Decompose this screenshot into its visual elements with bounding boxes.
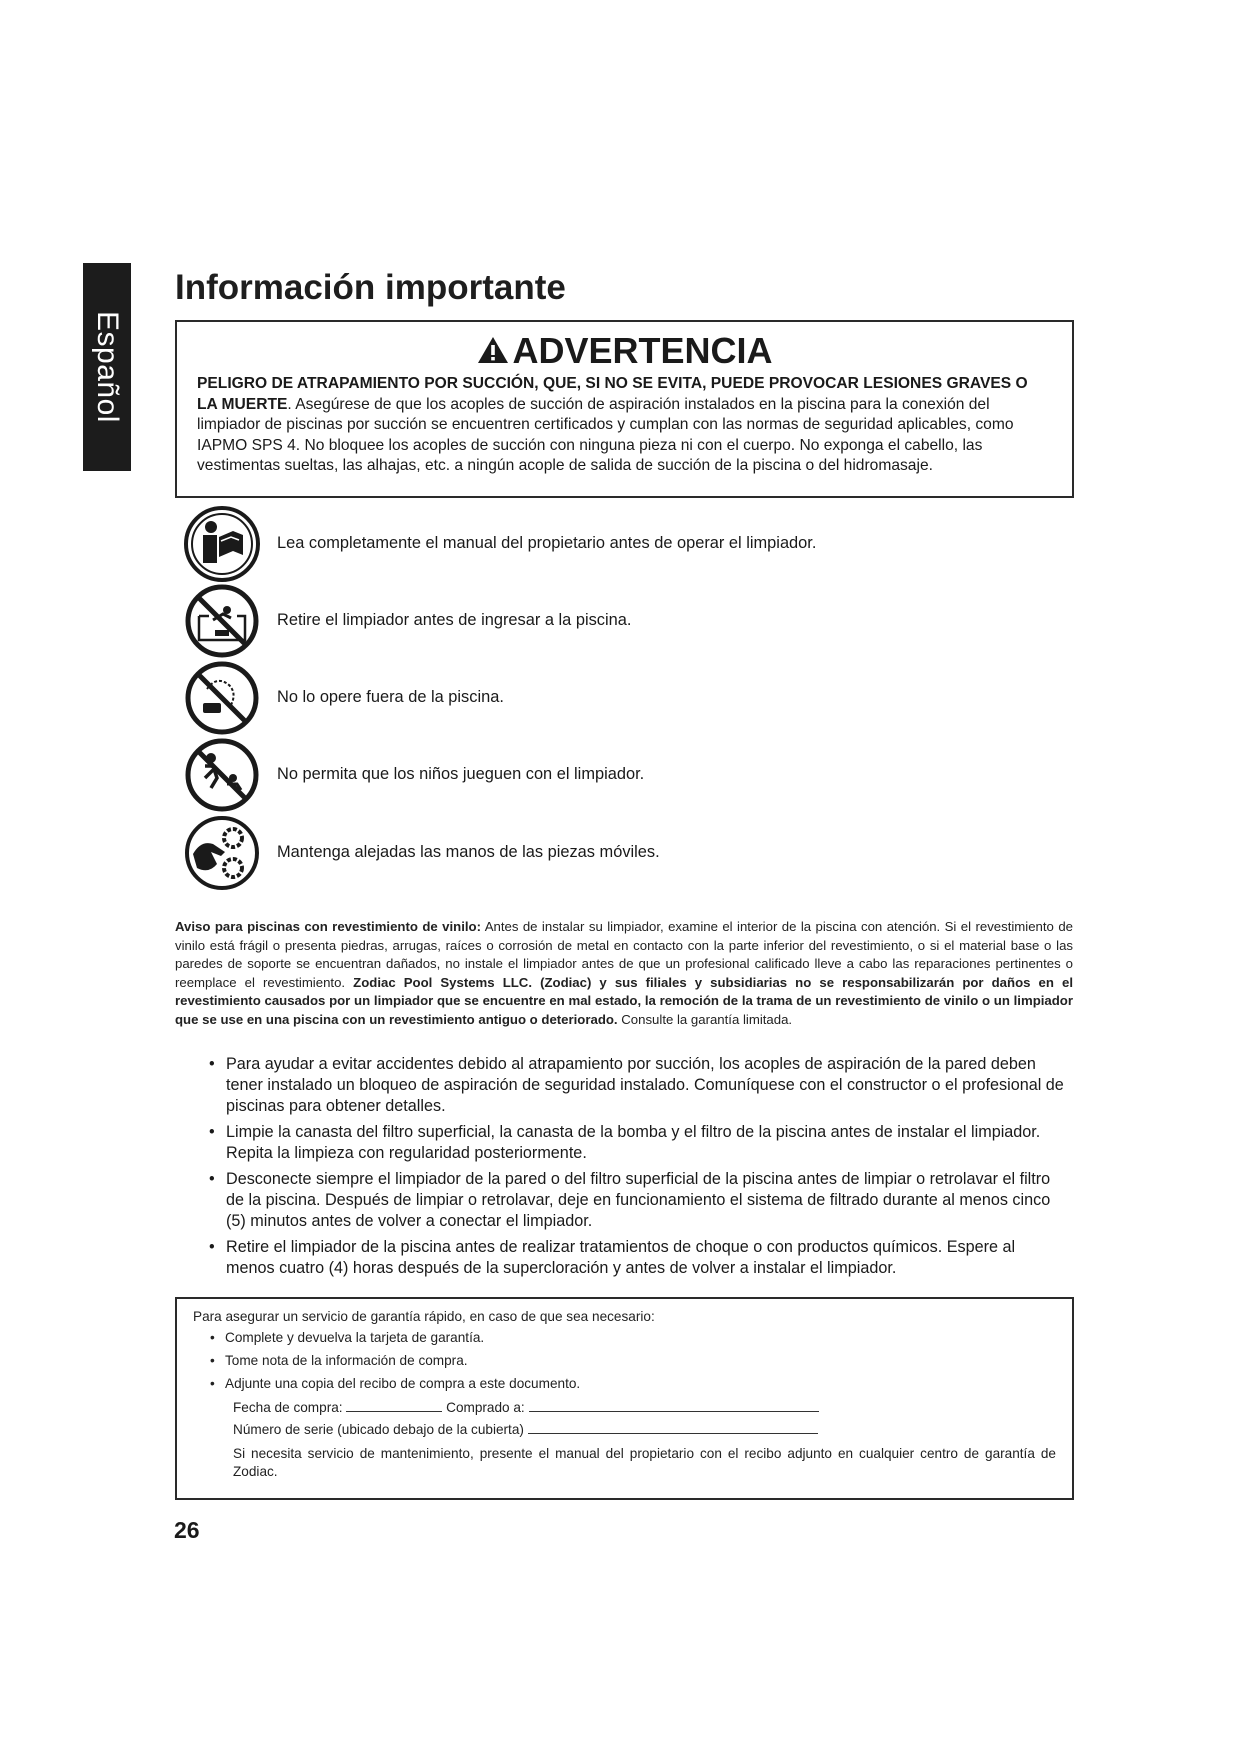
- purchased-at-label: Comprado a:: [446, 1400, 525, 1415]
- purchase-date-field[interactable]: [346, 1399, 442, 1412]
- safety-item-no-children: [183, 736, 1043, 814]
- warranty-list: [193, 1329, 1056, 1393]
- warning-body: . Asegúrese de que los acoples de succión de aspiración instalados en la piscina para la conexión del limpiador de piscinas por succión se encuentren certificados y cumplan con las normas de seguridad aplicables, como IAPMO SPS 4. No bloquee los acoples de succión con ninguna pieza ni con el cuerpo. No exponga el cabello, las vestimentas sueltas, las alhajas, etc. a ningún acople de salida de succión de la piscina o del hidromasaje.: [197, 395, 1014, 474]
- purchased-at-field[interactable]: [529, 1399, 819, 1412]
- vinyl-label: Aviso para piscinas con revestimiento de vinilo:: [175, 919, 481, 934]
- warning-triangle-icon: [476, 335, 510, 365]
- list-item: • Desconecte siempre el limpiador de la pared o del filtro superficial de la piscina antes de limpiar o retrolavar el filtro de la piscina. Después de limpiar o retrolavar, deje en funcionamiento el sistema de filtrado durante al menos cinco (5) minutos antes de volver a conectar el limpiador.: [188, 1169, 1068, 1232]
- no-operating-outside-pool-icon: [183, 659, 261, 737]
- vinyl-text-end: Consulte la garantía limitada.: [617, 1011, 793, 1027]
- vinyl-disclaimer: Zodiac Pool Systems LLC. (Zodiac) y sus filiales y subsidiarias no se responsabilizarán por daños en el revestimiento causados por un limpiador que se encuentre en mal estado, la remoción de la trama de un revestimiento de vinilo o un limpiador que se use en una piscina con un revestimiento antiguo o deteriorado.: [175, 974, 1073, 1027]
- list-item: • Adjunte una copia del recibo de compra a este documento.: [193, 1375, 1056, 1393]
- safety-item-no-swimming: [183, 582, 1043, 660]
- no-children-playing-icon: [183, 736, 261, 814]
- read-manual-icon: [183, 505, 261, 583]
- list-item: • Limpie la canasta del filtro superficial, la canasta de la bomba y el filtro de la piscina antes de instalar el limpiador. Repita la limpieza con regularidad posteriormente.: [188, 1122, 1068, 1164]
- language-tab-label: Español: [91, 311, 124, 423]
- vinyl-text: Antes de instalar su limpiador, examine el interior de la piscina con atención. Si el revestimiento de vinilo está frágil o presenta piedras, arrugas, raíces o corrosión de metal en contacto con la parte inferior del revestimiento, o si el material base o las paredes de soporte se encuentran dañados, no instale el limpiador antes de que un profesional calificado lleve a cabo las reparaciones pertinentes o reemplace el revestimiento.: [175, 919, 1073, 990]
- safety-bullets: [188, 1054, 1068, 1284]
- language-tab: [83, 263, 131, 471]
- purchase-date-label: Fecha de compra:: [233, 1400, 343, 1415]
- safety-item-hands-away: [183, 814, 1043, 892]
- safety-item-text: Retire el limpiador antes de ingresar a la piscina.: [277, 611, 632, 629]
- vinyl-liner-notice: [175, 918, 1073, 1029]
- serial-line: [193, 1421, 1056, 1439]
- warning-heading: [197, 332, 1052, 370]
- warranty-note: Si necesita servicio de mantenimiento, presente el manual del propietario con el recibo adjunto en cualquier centro de garantía de Zodiac.: [233, 1446, 1056, 1479]
- safety-item-no-outside: [183, 659, 1043, 737]
- list-item: • Complete y devuelva la tarjeta de garantía.: [193, 1329, 1056, 1347]
- list-item: • Tome nota de la información de compra.: [193, 1352, 1056, 1370]
- warning-heading-text: ADVERTENCIA: [512, 330, 773, 371]
- safety-item-text: Mantenga alejadas las manos de las piezas móviles.: [277, 843, 660, 861]
- safety-item-read-manual: [183, 505, 1043, 583]
- warning-text: [197, 374, 1052, 477]
- serial-label: Número de serie (ubicado debajo de la cubierta): [233, 1422, 524, 1437]
- page-number: 26: [174, 1517, 200, 1543]
- safety-item-text: No permita que los niños jueguen con el limpiador.: [277, 765, 645, 783]
- warranty-box: [175, 1297, 1074, 1500]
- list-item: • Para ayudar a evitar accidentes debido al atrapamiento por succión, los acoples de aspiración de la pared deben tener instalado un bloqueo de aspiración de seguridad instalado. Comuníquese con el constructor o el profesional de piscinas para obtener detalles.: [188, 1054, 1068, 1117]
- page-title: Información importante: [175, 268, 566, 307]
- safety-item-text: No lo opere fuera de la piscina.: [277, 688, 504, 706]
- serial-field[interactable]: [528, 1421, 818, 1434]
- safety-item-text: Lea completamente el manual del propietario antes de operar el limpiador.: [277, 534, 817, 552]
- warning-box: [175, 320, 1074, 498]
- purchase-line: [193, 1399, 1056, 1417]
- list-item: • Retire el limpiador de la piscina antes de realizar tratamientos de choque o con productos químicos. Espere al menos cuatro (4) horas después de la supercloración y antes de volver a instalar el limpiador.: [188, 1237, 1068, 1279]
- warranty-intro: Para asegurar un servicio de garantía rápido, en caso de que sea necesario:: [193, 1309, 655, 1324]
- warning-bold-lead: PELIGRO DE ATRAPAMIENTO POR SUCCIÓN, QUE, SI NO SE EVITA, PUEDE PROVOCAR LESIONES GRAVES O LA MUERTE: [197, 375, 1028, 413]
- no-swimming-with-cleaner-icon: [183, 582, 261, 660]
- hand-moving-parts-icon: [183, 814, 261, 892]
